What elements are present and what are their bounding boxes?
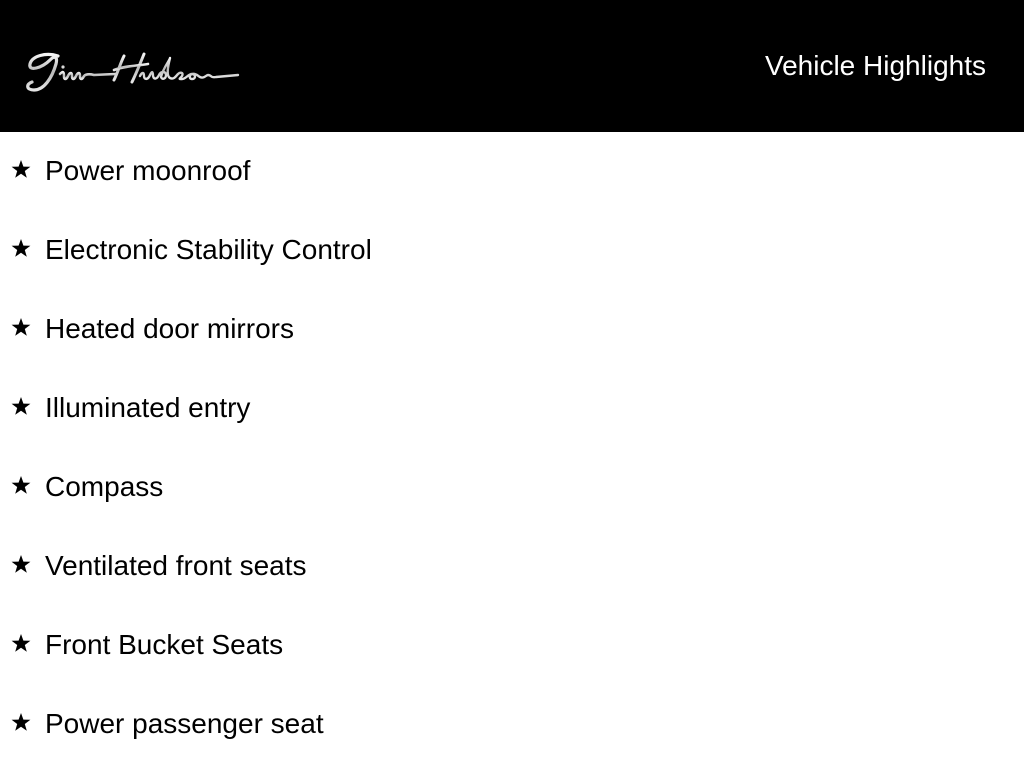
highlight-label: Front Bucket Seats xyxy=(45,629,284,660)
list-item xyxy=(0,211,1024,290)
star-icon xyxy=(10,632,32,654)
highlight-label: Electronic Stability Control xyxy=(45,234,372,265)
header-bar xyxy=(0,0,1024,132)
star-icon xyxy=(10,553,32,575)
star-icon xyxy=(10,395,32,417)
star-icon xyxy=(10,316,32,338)
star-icon xyxy=(10,158,32,180)
list-item xyxy=(0,369,1024,448)
list-item xyxy=(0,448,1024,527)
list-item xyxy=(0,132,1024,211)
star-icon xyxy=(10,711,32,733)
highlight-label: Illuminated entry xyxy=(45,392,251,423)
list-item xyxy=(0,290,1024,369)
star-icon xyxy=(10,474,32,496)
highlight-label: Compass xyxy=(45,471,164,502)
star-icon xyxy=(10,237,32,259)
highlight-label: Power moonroof xyxy=(45,155,251,186)
list-item xyxy=(0,685,1024,764)
page-title: Vehicle Highlights xyxy=(764,50,986,81)
highlight-label: Power passenger seat xyxy=(45,708,324,739)
highlight-label: Ventilated front seats xyxy=(45,550,307,581)
highlight-label: Heated door mirrors xyxy=(45,313,294,344)
list-item xyxy=(0,606,1024,685)
jim-hudson-logo xyxy=(20,46,244,98)
list-item xyxy=(0,527,1024,606)
